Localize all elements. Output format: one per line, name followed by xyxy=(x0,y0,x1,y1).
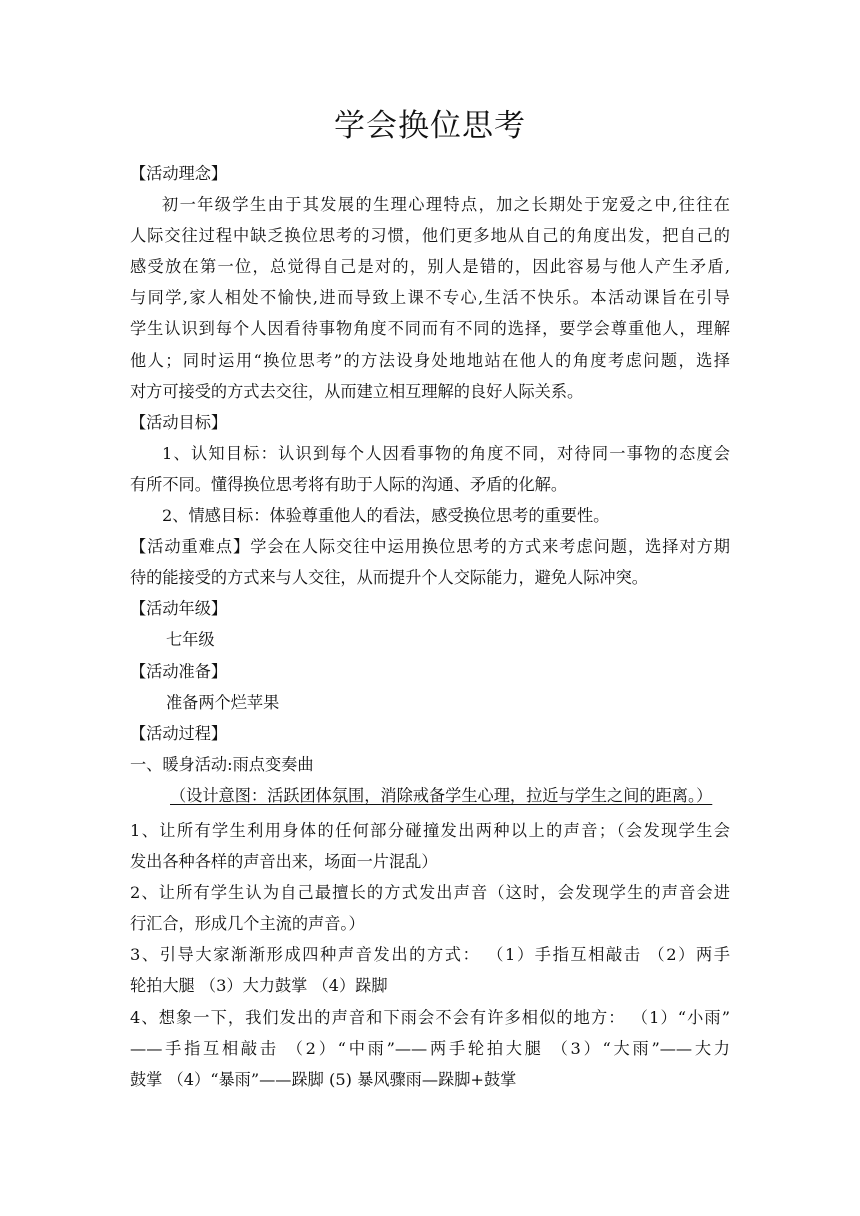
paragraph-line: 学生认识到每个人因看待事物角度不同而有不同的选择，要学会尊重他人，理解 xyxy=(130,319,730,339)
section-key-points: 【活动重难点】学会在人际交往中运用换位思考的方式来考虑问题，选择对方期 xyxy=(130,537,730,557)
paragraph-line: 待的能接受的方式来与人交往，从而提升个人交际能力，避免人际冲突。 xyxy=(130,568,648,588)
paragraph-line: 与同学,家人相处不愉快,进而导致上课不专心,生活不快乐。本活动课旨在引导 xyxy=(130,288,730,308)
step-item: 发出各种各样的声音出来，场面一片混乱） xyxy=(130,852,438,872)
goal-item: 1、认知目标：认识到每个人因看事物的角度不同，对待同一事物的态度会 xyxy=(162,443,730,463)
preparation-value: 准备两个烂苹果 xyxy=(166,692,280,712)
step-item: 鼓掌 （4）“暴雨”——跺脚 (5) 暴风骤雨—跺脚+鼓掌 xyxy=(130,1069,517,1089)
document-body xyxy=(130,158,730,1095)
section-heading-preparation: 【活动准备】 xyxy=(130,661,228,681)
step-item: 轮拍大腿 （3）大力鼓掌 （4）跺脚 xyxy=(130,976,388,996)
step-item: 2、让所有学生认为自己最擅长的方式发出声音（这时，会发现学生的声音会进 xyxy=(130,883,730,903)
design-intent-text: （设计意图：活跃团体氛围，消除戒备学生心理，拉近与学生之间的距离。） xyxy=(170,785,713,805)
paragraph-line: 感受放在第一位，总觉得自己是对的，别人是错的，因此容易与他人产生矛盾, xyxy=(130,257,730,277)
grade-value: 七年级 xyxy=(166,630,215,650)
paragraph-line: 人际交往过程中缺乏换位思考的习惯，他们更多地从自己的角度出发，把自己的 xyxy=(130,226,730,246)
document-title: 学会换位思考 xyxy=(334,108,526,144)
step-item: 4、想象一下，我们发出的声音和下雨会不会有许多相似的地方： （1）“小雨” xyxy=(130,1007,730,1027)
step-item: ——手指互相敲击 （2）“中雨”——两手轮拍大腿 （3）“大雨”——大力 xyxy=(130,1038,730,1058)
design-intent xyxy=(130,780,730,811)
paragraph-line: 他人；同时运用“换位思考”的方法设身处地地站在他人的角度考虑问题，选择 xyxy=(130,350,730,370)
goal-item: 有所不同。懂得换位思考将有助于人际的沟通、矛盾的化解。 xyxy=(130,474,568,494)
section-heading-goals: 【活动目标】 xyxy=(130,412,228,432)
paragraph-line: 对方可接受的方式去交往，从而建立相互理解的良好人际关系。 xyxy=(130,381,584,401)
paragraph-line: 初一年级学生由于其发展的生理心理特点，加之长期处于宠爱之中,往往在 xyxy=(162,195,730,215)
section-heading-process: 【活动过程】 xyxy=(130,723,228,743)
step-item: 行汇合，形成几个主流的声音。） xyxy=(130,914,365,934)
goal-item: 2、情感目标：体验尊重他人的看法，感受换位思考的重要性。 xyxy=(162,506,610,526)
activity-title: 一、暖身活动:雨点变奏曲 xyxy=(130,754,314,774)
section-heading-grade: 【活动年级】 xyxy=(130,599,228,619)
step-item: 1、让所有学生利用身体的任何部分碰撞发出两种以上的声音；（会发现学生会 xyxy=(130,820,730,840)
section-heading-concept: 【活动理念】 xyxy=(130,164,228,183)
step-item: 3、引导大家渐渐形成四种声音发出的方式： （1）手指互相敲击 （2）两手 xyxy=(130,945,730,965)
